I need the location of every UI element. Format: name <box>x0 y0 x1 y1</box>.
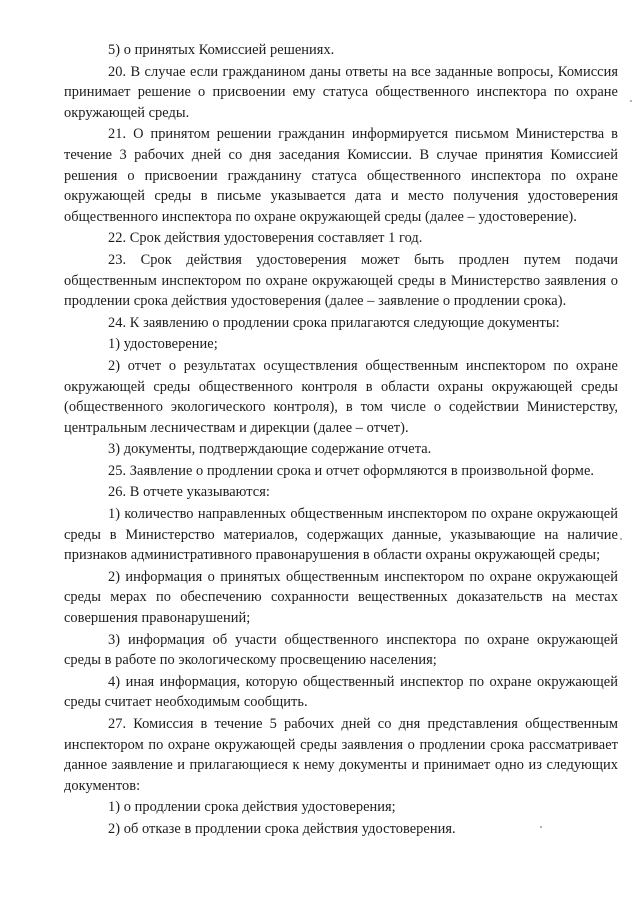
paragraph-25: 25. Заявление о продлении срока и отчет оформляются в произвольной форме. <box>108 462 595 479</box>
paragraph-27: 27. Комиссия в течение 5 рабочих дней со дня представления общественным инспектором по охране окружающей среды заявления о продлении срока рассматривает данное заявление и прилагающиеся к нему документы и принимает одно из следующих документов: <box>64 716 618 794</box>
paragraph-24: 24. К заявлению о продлении срока прилагаются следующие документы: <box>108 314 560 331</box>
paragraph-26-item-4: 4) иная информация, которую общественный инспектор по охране окружающей среды считает необходимым сообщить. <box>64 673 618 711</box>
paragraph-24-item-3: 3) документы, подтверждающие содержание отчета. <box>108 441 432 458</box>
paragraph-26-item-2: 2) информация о принятых общественным инспектором по охране окружающей среды мерах по обеспечению сохранности вещественных доказательств на местах совершения правонарушений; <box>64 568 618 627</box>
paragraph-27-item-2: 2) об отказе в продлении срока действия удостоверения. <box>108 820 456 837</box>
scan-speck <box>540 826 542 828</box>
scan-speck <box>620 538 622 540</box>
paragraph-23: 23. Срок действия удостоверения может быть продлен путем подачи общественным инспектором по охране окружающей среды в Министерство заявления о продлении срока действия удостоверения (далее – заявление о продлении срока). <box>64 251 618 310</box>
paragraph-27-item-1: 1) о продлении срока действия удостоверения; <box>108 799 396 816</box>
paragraph-26-item-1: 1) количество направленных общественным инспектором по охране окружающей среды в Министерство материалов, содержащих данные, указывающие на наличие признаков административного правонарушения в области охраны окружающей среды; <box>64 506 618 564</box>
paragraph-21: 21. О принятом решении гражданин информируется письмом Министерства в течение 3 рабочих дней со дня заседания Комиссии. В случае принятия Комиссией решения о присвоении гражданину статуса общественного инспектора по охране окружающей среды в письме указывается дата и место получения удостоверения общественного инспектора по охране окружающей среды (далее – удостоверение). <box>64 126 618 225</box>
paragraph-24-item-2: 2) отчет о результатах осуществления общественным инспектором по охране окружающей среды общественного контроля в области охраны окружающей среды (общественного экологического контроля), в том числе о содействии Министерству, центральным лесничествам и дирекции (далее – отчет). <box>64 357 618 436</box>
paragraph-20: 20. В случае если гражданином даны ответы на все заданные вопросы, Комиссия принимает решение о присвоении ему статуса общественного инспектора по охране окружающей среды. <box>64 63 618 121</box>
paragraph-26-item-3: 3) информация об участи общественного инспектора по охране окружающей среды в работе по экологическому просвещению населения; <box>64 631 618 669</box>
paragraph-item-5: 5) о принятых Комиссией решениях. <box>108 42 335 58</box>
paragraph-22: 22. Срок действия удостоверения составляет 1 год. <box>108 230 423 247</box>
scan-speck <box>630 100 632 102</box>
paragraph-24-item-1: 1) удостоверение; <box>108 336 218 353</box>
paragraph-26: 26. В отчете указываются: <box>108 484 270 501</box>
